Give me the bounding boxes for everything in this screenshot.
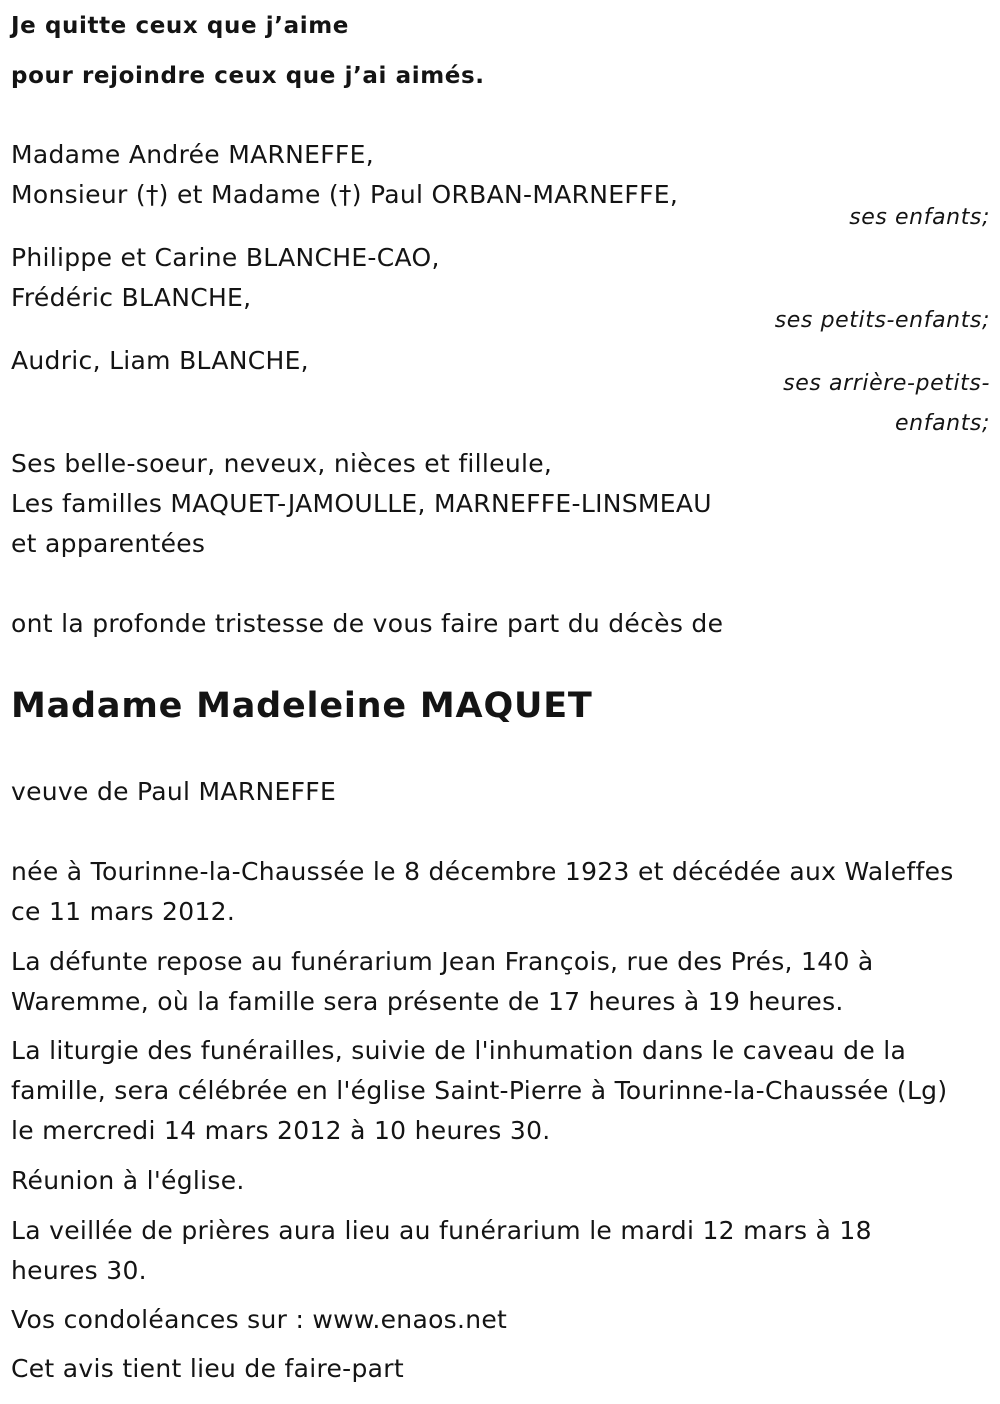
notice: Cet avis tient lieu de faire-part [11,1354,404,1383]
grandchildren-line-1: Philippe et Carine BLANCHE-CAO, [11,243,440,272]
liturgy-line-1: La liturgie des funérailles, suivie de l'inhumation dans le caveau de la [11,1036,907,1065]
motto-line-1: Je quitte ceux que j’aime [11,13,349,39]
relatives-line-3: et apparentées [11,529,206,558]
birth-death-line-2: ce 11 mars 2012. [11,897,236,926]
grandchildren-line-2: Frédéric BLANCHE, [11,283,252,312]
children-line-2: Monsieur (†) et Madame (†) Paul ORBAN-MARNEFFE, [11,180,679,209]
repose-line-2: Waremme, où la famille sera présente de 17 heures à 19 heures. [11,987,844,1016]
liturgy-line-3: le mercredi 14 mars 2012 à 10 heures 30. [11,1116,551,1145]
relatives-line-1: Ses belle-soeur, neveux, nièces et filleule, [11,449,553,478]
greatgrandchildren-line-1: Audric, Liam BLANCHE, [11,346,309,375]
birth-death-line-1: née à Tourinne-la-Chaussée le 8 décembre 1923 et décédée aux Waleffes [11,857,954,886]
greatgrandchildren-role-line-2: enfants; [895,411,990,436]
deceased-name: Madame Madeleine MAQUET [11,686,593,726]
liturgy-line-2: famille, sera célébrée en l'église Saint-Pierre à Tourinne-la-Chaussée (Lg) [11,1076,948,1105]
children-role: ses enfants; [849,205,990,230]
motto-line-2: pour rejoindre ceux que j’ai aimés. [11,63,485,89]
vigil-line-1: La veillée de prières aura lieu au funérarium le mardi 12 mars à 18 [11,1216,872,1245]
condolences: Vos condoléances sur : www.enaos.net [11,1305,508,1334]
relatives-line-2: Les familles MAQUET-JAMOULLE, MARNEFFE-LINSMEAU [11,489,712,518]
grandchildren-role: ses petits-enfants; [774,308,990,333]
meeting: Réunion à l'église. [11,1166,245,1195]
widow-of: veuve de Paul MARNEFFE [11,777,337,806]
children-line-1: Madame Andrée MARNEFFE, [11,140,374,169]
announcement: ont la profonde tristesse de vous faire part du décès de [11,609,724,638]
greatgrandchildren-role-line-1: ses arrière-petits- [783,371,990,396]
vigil-line-2: heures 30. [11,1256,147,1285]
repose-line-1: La défunte repose au funérarium Jean François, rue des Prés, 140 à [11,947,874,976]
